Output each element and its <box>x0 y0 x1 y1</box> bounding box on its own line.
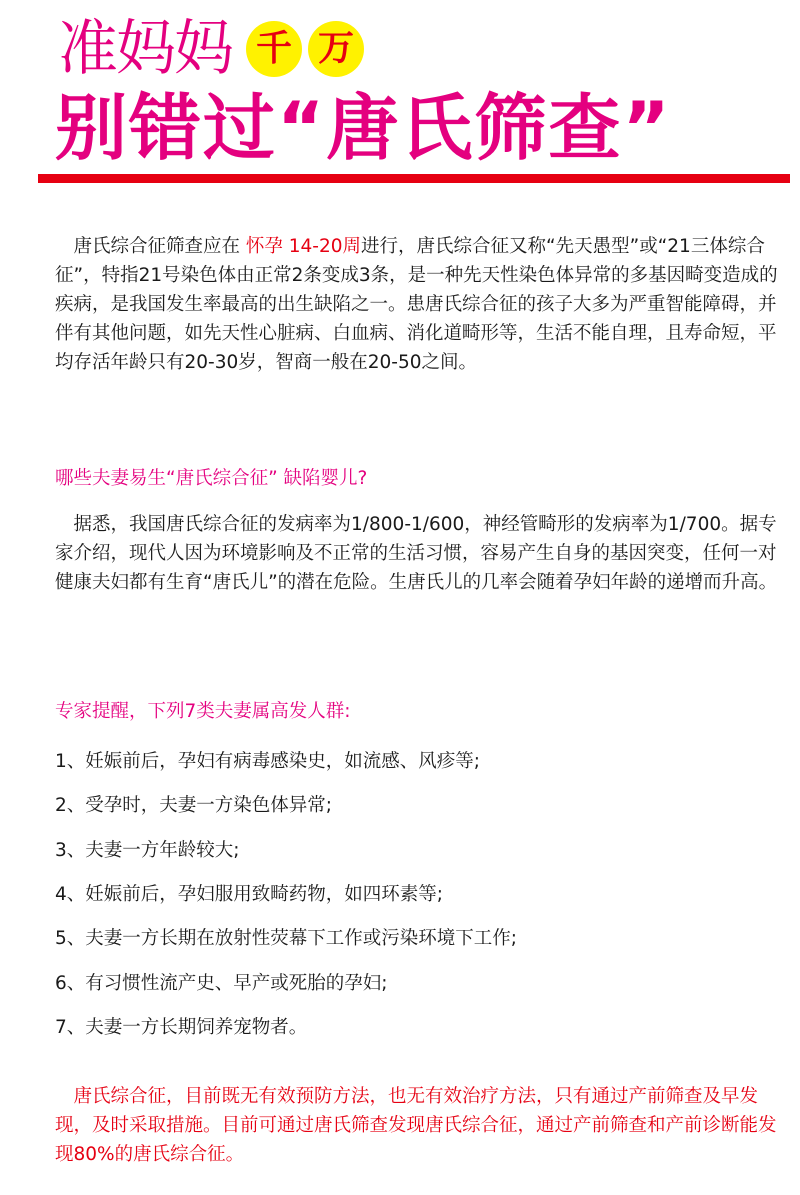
list-item: 1、妊娠前后，孕妇有病毒感染史，如流感、风疹等; <box>55 751 481 773</box>
question-paragraph <box>55 510 790 597</box>
header-title-line1 <box>58 8 364 90</box>
list-item: 4、妊娠前后，孕妇服用致畸药物，如四环素等; <box>55 884 444 906</box>
intro-highlight: 怀孕 14-20周 <box>245 236 362 257</box>
header-title-line2: 别错过“唐氏筛查” <box>55 86 672 170</box>
intro-paragraph <box>55 232 790 377</box>
risk-group-list <box>55 738 790 1048</box>
question-text: 据悉，我国唐氏综合征的发病率为1/800-1/600，神经管畸形的发病率为1/700。据专家介绍，现代人因为环境影响及不正常的生活习惯，容易产生自身的基因突变，任何一对健康夫妇都有生育“唐氏儿”的潜在危险。生唐氏儿的几率会随着孕妇年龄的递增而升高。 <box>55 514 778 593</box>
intro-text-after: 进行，唐氏综合征又称“先天愚型”或“21三体综合征”，特指21号染色体由正常2条变成3条，是一种先天性染色体异常的多基因畸变造成的疾病，是我国发生率最高的出生缺陷之一。患唐氏综合征的孩子大多为严重智能障碍，并伴有其他问题，如先天性心脏病、白血病、消化道畸形等，生活不能自理，且寿命短，平均存活年龄只有20-30岁，智商一般在20-50之间。 <box>55 236 778 373</box>
list-item: 6、有习惯性流产史、早产或死胎的孕妇; <box>55 972 388 994</box>
intro-text-before: 唐氏综合征筛查应在 <box>73 236 246 257</box>
conclusion-paragraph <box>55 1082 790 1169</box>
badge-qian: 千 <box>246 21 302 77</box>
list-item: 2、受孕时，夫妻一方染色体异常; <box>55 795 333 817</box>
badge-wan: 万 <box>308 21 364 77</box>
warning-heading: 专家提醒，下列7类夫妻属高发人群: <box>55 701 351 722</box>
question-heading: 哪些夫妻易生“唐氏综合征” 缺陷婴儿? <box>55 468 368 489</box>
title-expectant-mothers: 准妈妈 <box>58 14 232 84</box>
list-item: 7、夫妻一方长期饲养宠物者。 <box>55 1016 308 1038</box>
list-item: 3、夫妻一方年龄较大; <box>55 839 240 861</box>
header-divider <box>38 174 790 183</box>
list-item: 5、夫妻一方长期在放射性荧幕下工作或污染环境下工作; <box>55 928 518 950</box>
conclusion-text: 唐氏综合征，目前既无有效预防方法，也无有效治疗方法，只有通过产前筛查及早发现，及时采取措施。目前可通过唐氏筛查发现唐氏综合征，通过产前筛查和产前诊断能发现80%的唐氏综合征。 <box>55 1086 777 1165</box>
